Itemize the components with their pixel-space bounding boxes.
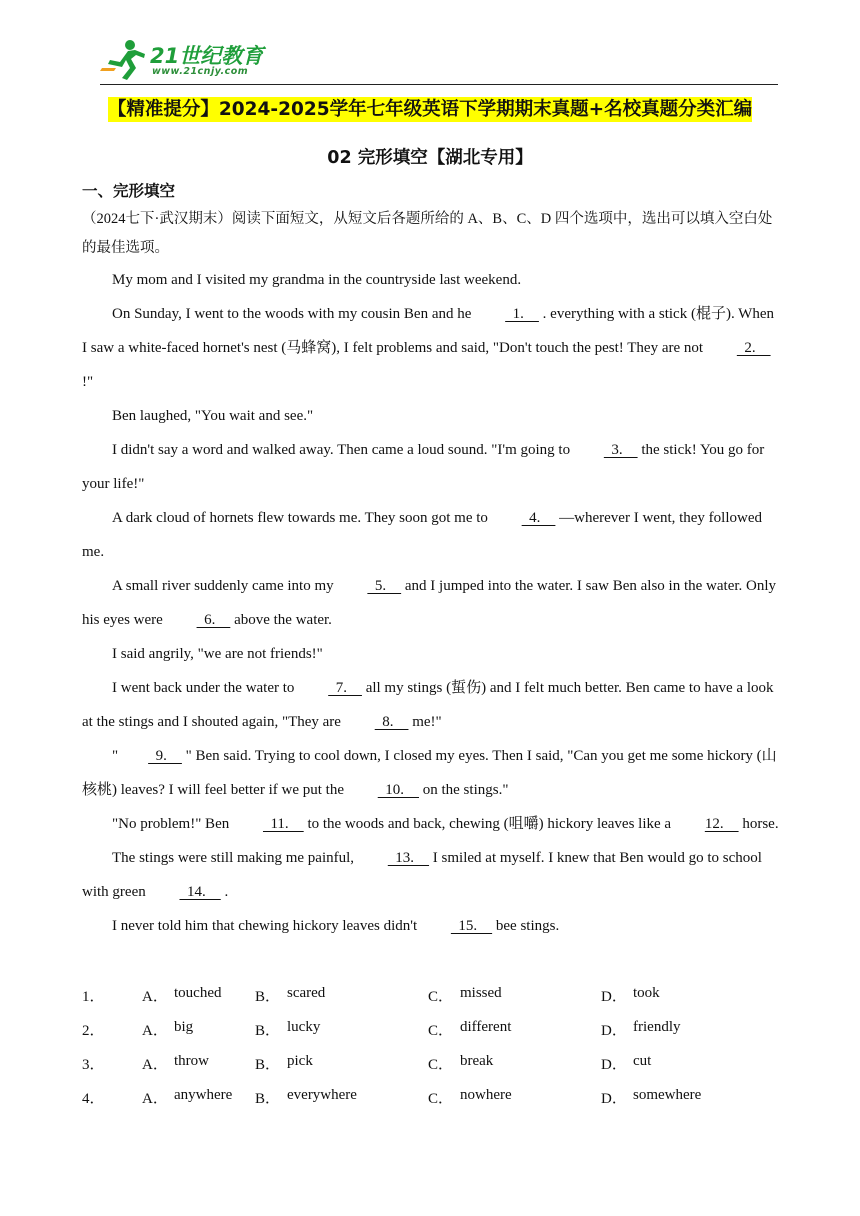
- blank-14[interactable]: 14.: [179, 884, 221, 900]
- blank-6[interactable]: 6.: [196, 612, 231, 628]
- paragraph: The stings were still making me painful, 13. I smiled at myself. I knew that Ben would go to school with green 14. .: [82, 841, 779, 909]
- option-a[interactable]: A． touched: [142, 984, 222, 1005]
- option-c[interactable]: C． different: [428, 1018, 512, 1039]
- paragraph: A dark cloud of hornets flew towards me. They soon got me to 4. —wherever I went, they followed me.: [82, 501, 779, 569]
- blank-5[interactable]: 5.: [367, 578, 402, 594]
- passage: [82, 205, 779, 943]
- question-row-4: [82, 1080, 779, 1114]
- option-d[interactable]: D． cut: [601, 1052, 652, 1073]
- section-heading: 一、完形填空: [82, 182, 176, 200]
- runner-icon: [100, 38, 148, 82]
- document-subtitle: 02 完形填空【湖北专用】: [327, 148, 533, 168]
- header-divider: [100, 84, 778, 85]
- logo-url: www.21cnjy.com: [152, 66, 249, 77]
- blank-15[interactable]: 15.: [450, 918, 493, 934]
- question-row-2: [82, 1012, 779, 1046]
- question-number: 3．: [82, 1056, 105, 1073]
- question-number: 4．: [82, 1090, 105, 1107]
- paragraph: I never told him that chewing hickory leaves didn't 15. bee stings.: [82, 909, 779, 943]
- paragraph: " 9. " Ben said. Trying to cool down, I closed my eyes. Then I said, "Can you get me some hickory (山核桃) leaves? I will feel better if we put the 10. on the stings.": [82, 739, 779, 807]
- option-d[interactable]: D． took: [601, 984, 660, 1005]
- blank-2[interactable]: 2.: [736, 340, 771, 356]
- instructions: （2024七下·武汉期末）阅读下面短文，从短文后各题所给的 A、B、C、D 四个选项中，选出可以填入空白处的最佳选项。: [82, 211, 773, 256]
- question-number: 2．: [82, 1022, 105, 1039]
- paragraph: I said angrily, "we are not friends!": [112, 646, 323, 662]
- option-b[interactable]: B． pick: [255, 1052, 313, 1073]
- option-b[interactable]: B． scared: [255, 984, 326, 1005]
- question-number: 1．: [82, 988, 105, 1005]
- paragraph: I didn't say a word and walked away. Then came a loud sound. "I'm going to 3. the stick! You go for your life!": [82, 433, 779, 501]
- option-c[interactable]: C． nowhere: [428, 1086, 512, 1107]
- paragraph: My mom and I visited my grandma in the countryside last weekend.: [112, 272, 522, 288]
- option-d[interactable]: D． friendly: [601, 1018, 681, 1039]
- option-d[interactable]: D． somewhere: [601, 1086, 702, 1107]
- option-c[interactable]: C． missed: [428, 984, 502, 1005]
- option-b[interactable]: B． everywhere: [255, 1086, 357, 1107]
- paragraph: A small river suddenly came into my 5. and I jumped into the water. I saw Ben also in the water. Only his eyes were 6. above the water.: [82, 569, 779, 637]
- blank-13[interactable]: 13.: [387, 850, 430, 866]
- blank-12[interactable]: 12.: [704, 816, 739, 832]
- blank-10[interactable]: 10.: [377, 782, 419, 798]
- blank-8[interactable]: 8.: [374, 714, 409, 730]
- paragraph: I went back under the water to 7. all my stings (蜇伤) and I felt much better. Ben came to have a look at the stings and I shouted again, "They are 8. me!": [82, 671, 779, 739]
- question-row-1: [82, 978, 779, 1012]
- logo-text: 21世纪教育: [150, 44, 264, 68]
- blank-3[interactable]: 3.: [603, 442, 638, 458]
- option-a[interactable]: A． big: [142, 1018, 194, 1039]
- paragraph: On Sunday, I went to the woods with my cousin Ben and he 1. . everything with a stick (棍子). When I saw a white-faced hornet's nest (马蜂窝), I felt problems and said, "Don't touch the pest! They are not 2. !": [82, 297, 779, 399]
- option-b[interactable]: B． lucky: [255, 1018, 321, 1039]
- blank-11[interactable]: 11.: [262, 816, 304, 832]
- blank-4[interactable]: 4.: [521, 510, 556, 526]
- answer-options: [82, 978, 779, 1114]
- option-c[interactable]: C． break: [428, 1052, 494, 1073]
- paragraph: "No problem!" Ben 11. to the woods and back, chewing (咀嚼) hickory leaves like a 12. horse.: [82, 807, 779, 841]
- paragraph: Ben laughed, "You wait and see.": [112, 408, 314, 424]
- blank-1[interactable]: 1.: [505, 306, 539, 322]
- question-row-3: [82, 1046, 779, 1080]
- option-a[interactable]: A． throw: [142, 1052, 209, 1073]
- site-logo: [100, 38, 280, 82]
- blank-9[interactable]: 9.: [148, 748, 182, 764]
- title-highlight: 【精准提分】2024-2025学年七年级英语下学期期末真题+名校真题分类汇编: [107, 99, 753, 120]
- blank-7[interactable]: 7.: [328, 680, 362, 696]
- document-title: [0, 95, 860, 121]
- option-a[interactable]: A． anywhere: [142, 1086, 233, 1107]
